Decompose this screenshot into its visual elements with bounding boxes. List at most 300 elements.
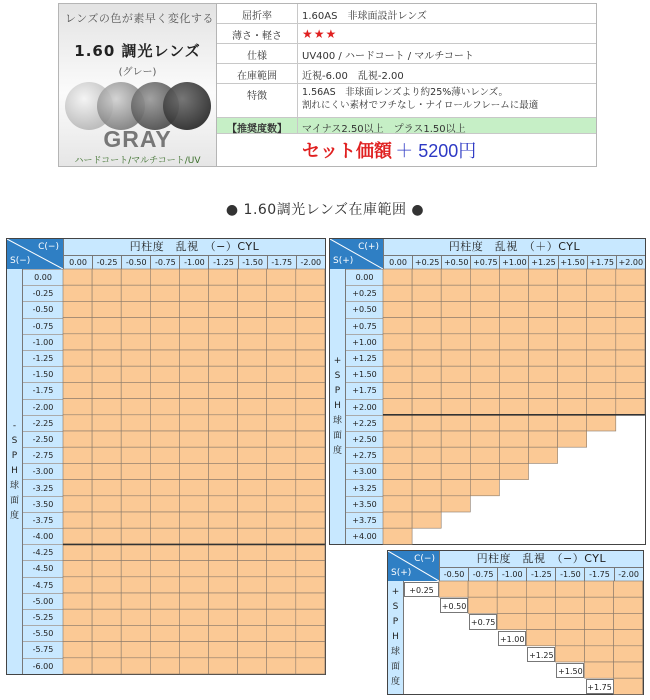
stock-cell — [616, 382, 645, 398]
stock-cell — [92, 496, 121, 512]
stock-cell — [468, 581, 497, 597]
stock-cell — [150, 480, 179, 496]
sph-diagonal-label: +1.00 — [498, 631, 526, 646]
stock-cell — [470, 366, 499, 382]
price-row — [217, 134, 596, 167]
stock-cell — [267, 269, 296, 285]
stock-cell — [383, 301, 412, 317]
stock-cell — [296, 512, 325, 528]
cyl-column-header: -1.00 — [497, 568, 526, 582]
stock-cell — [296, 301, 325, 317]
stock-cell — [470, 399, 499, 415]
stock-cell — [121, 512, 150, 528]
stock-cell — [92, 561, 121, 577]
stock-cell — [499, 334, 528, 350]
stock-cell — [267, 285, 296, 301]
stock-cell — [529, 285, 558, 301]
stock-cell — [441, 480, 470, 496]
stock-cell — [63, 431, 92, 447]
stock-cell — [121, 366, 150, 382]
stock-cell — [209, 528, 238, 544]
cyl-column-header: -0.75 — [150, 256, 179, 270]
sph-row-label: +1.00 — [346, 334, 383, 350]
stock-cell — [92, 431, 121, 447]
stock-cell — [470, 301, 499, 317]
stock-cell — [209, 625, 238, 641]
stock-cells — [330, 239, 647, 546]
stock-cell — [209, 382, 238, 398]
stock-cell — [585, 613, 614, 629]
cyl-column-header: -0.50 — [121, 256, 150, 270]
sph-row-label: -3.75 — [23, 512, 63, 528]
stock-cell — [150, 544, 179, 560]
stock-cell — [63, 480, 92, 496]
lens-tagline: レンズの色が素早く変化する — [65, 12, 214, 25]
stock-cell — [412, 350, 441, 366]
stock-cell — [267, 609, 296, 625]
sph-axis-char: + — [391, 587, 400, 598]
stock-cell — [92, 609, 121, 625]
stock-cell — [267, 593, 296, 609]
cyl-column-header: -0.75 — [468, 568, 497, 582]
stock-cell — [179, 593, 208, 609]
stock-cell — [179, 366, 208, 382]
stock-cell — [209, 301, 238, 317]
stock-cell — [296, 269, 325, 285]
stock-cell — [441, 399, 470, 415]
sph-row-label: -2.00 — [23, 399, 63, 415]
stock-cell — [238, 382, 267, 398]
sph-row-label: -3.50 — [23, 496, 63, 512]
stock-cell — [150, 512, 179, 528]
sph-row-label: -5.00 — [23, 593, 63, 609]
stock-cell — [614, 646, 643, 662]
stock-cell — [441, 382, 470, 398]
stock-cell — [383, 285, 412, 301]
stock-cell — [497, 613, 526, 629]
stock-cell — [63, 382, 92, 398]
stock-cell — [150, 431, 179, 447]
stock-cell — [558, 285, 587, 301]
sph-row-label: +3.50 — [346, 496, 383, 512]
stock-cell — [587, 334, 616, 350]
sph-row-label: -4.50 — [23, 560, 63, 576]
stock-cell — [92, 512, 121, 528]
sph-axis-char: 度 — [9, 511, 19, 521]
sph-axis-char: 球 — [332, 416, 342, 427]
stock-cell — [63, 625, 92, 641]
stock-cell — [296, 577, 325, 593]
stock-cell — [238, 593, 267, 609]
stock-cell — [558, 269, 587, 285]
stock-cell — [383, 431, 412, 447]
stock-cell — [412, 463, 441, 479]
sph-row-label: -0.25 — [23, 285, 63, 301]
stock-cell — [238, 496, 267, 512]
stock-cell — [439, 581, 468, 597]
stock-cell — [441, 415, 470, 431]
stock-cell — [121, 382, 150, 398]
stock-cell — [179, 658, 208, 674]
sph-row-label: -1.75 — [23, 382, 63, 398]
stock-cell — [412, 301, 441, 317]
stock-cell — [179, 415, 208, 431]
stock-cell — [614, 613, 643, 629]
stock-cell — [121, 334, 150, 350]
sph-axis-char: 面 — [390, 662, 400, 673]
stock-cell — [179, 642, 208, 658]
spec-label: 薄さ・軽さ — [217, 24, 298, 43]
stock-cell — [499, 382, 528, 398]
stock-cell — [296, 463, 325, 479]
stock-cell — [92, 544, 121, 560]
stock-cell — [121, 480, 150, 496]
cyl-column-header: -0.25 — [92, 256, 121, 270]
stock-cells — [388, 551, 645, 696]
stock-cell — [92, 415, 121, 431]
sph-row-label: -1.25 — [23, 350, 63, 366]
stock-cell — [92, 577, 121, 593]
sph-row-label: +2.25 — [346, 415, 383, 431]
stock-cell — [63, 561, 92, 577]
spec-value: 近視-6.00 乱視-2.00 — [302, 71, 404, 82]
stock-cell — [412, 285, 441, 301]
stock-cell — [614, 630, 643, 646]
stock-cell — [63, 285, 92, 301]
cyl-column-header: -1.25 — [208, 256, 237, 270]
stock-cell — [529, 334, 558, 350]
stock-cell — [296, 642, 325, 658]
sph-axis-char: - — [12, 421, 17, 431]
stock-cell — [238, 366, 267, 382]
stock-cell — [267, 447, 296, 463]
stock-cell — [238, 561, 267, 577]
sph-row-label: -5.25 — [23, 609, 63, 625]
stock-cell — [558, 366, 587, 382]
stock-cell — [63, 269, 92, 285]
stock-cell — [92, 463, 121, 479]
stock-cell — [267, 642, 296, 658]
stock-cell — [529, 366, 558, 382]
stock-cell — [150, 301, 179, 317]
stock-cell — [470, 334, 499, 350]
corner-sph-label: S(+) — [391, 568, 412, 578]
stock-cell — [209, 399, 238, 415]
stock-cell — [470, 447, 499, 463]
stock-cell — [616, 318, 645, 334]
stock-cell — [92, 480, 121, 496]
sph-row-label: 0.00 — [346, 269, 383, 285]
stock-cell — [529, 301, 558, 317]
sph-row-label: +3.75 — [346, 512, 383, 528]
spec-value: UV400 / ハードコート / マルチコート — [302, 51, 474, 62]
spec-value: 1.60AS 非球面設計レンズ — [302, 11, 427, 22]
sph-axis-char: 面 — [9, 496, 19, 506]
sph-row-label: -5.75 — [23, 641, 63, 657]
sph-row-label: -2.75 — [23, 447, 63, 463]
stock-cell — [296, 431, 325, 447]
stock-cell — [92, 625, 121, 641]
stock-cell — [267, 658, 296, 674]
stock-cell — [63, 463, 92, 479]
stock-cell — [587, 350, 616, 366]
lens-subtitle: (グレー) — [118, 67, 157, 78]
stock-cell — [499, 366, 528, 382]
stock-cell — [150, 399, 179, 415]
stock-cell — [63, 512, 92, 528]
stock-cell — [470, 269, 499, 285]
stock-cell — [63, 528, 92, 544]
sph-row-label: +0.25 — [346, 285, 383, 301]
spec-table — [217, 4, 596, 167]
stock-cell — [121, 431, 150, 447]
stock-cells — [7, 239, 327, 676]
sph-row-label: -4.75 — [23, 577, 63, 593]
stock-cell — [179, 301, 208, 317]
stock-cell — [238, 301, 267, 317]
stock-cell — [209, 431, 238, 447]
sph-row-label: +2.00 — [346, 399, 383, 415]
stock-cell — [63, 658, 92, 674]
sph-row-label: -0.75 — [23, 318, 63, 334]
stock-cell — [585, 646, 614, 662]
stock-cell — [383, 528, 412, 544]
stock-cell — [296, 658, 325, 674]
stock-cell — [383, 512, 412, 528]
stock-cell — [267, 431, 296, 447]
sph-diagonal-label: +1.75 — [586, 679, 614, 694]
stock-cell — [209, 480, 238, 496]
stock-cell — [441, 269, 470, 285]
stock-cell — [63, 496, 92, 512]
stock-cell — [383, 318, 412, 334]
sph-axis-char: + — [333, 356, 342, 367]
stock-cell — [209, 463, 238, 479]
stock-cell — [209, 415, 238, 431]
stock-cell — [92, 447, 121, 463]
stock-cell — [121, 496, 150, 512]
stock-cell — [209, 285, 238, 301]
stock-cell — [558, 415, 587, 431]
sph-axis-char: 球 — [9, 481, 19, 491]
stock-cell — [63, 447, 92, 463]
stock-cell — [238, 399, 267, 415]
cyl-axis-title: 円柱度 乱視 （−）CYL — [63, 239, 325, 255]
cyl-column-header: -0.50 — [439, 568, 468, 582]
stock-cell — [209, 350, 238, 366]
stock-cell — [441, 334, 470, 350]
cyl-column-header: -1.00 — [179, 256, 208, 270]
cyl-column-header: -1.75 — [267, 256, 296, 270]
stock-cell — [499, 285, 528, 301]
cyl-column-header: -2.00 — [296, 256, 325, 270]
stock-cell — [470, 431, 499, 447]
stock-cell — [616, 269, 645, 285]
stock-cell — [150, 334, 179, 350]
stock-cell — [526, 630, 555, 646]
stock-cell — [179, 382, 208, 398]
stock-cell — [238, 415, 267, 431]
stock-cell — [63, 593, 92, 609]
sph-row-label: -6.00 — [23, 658, 63, 674]
stock-cell — [150, 609, 179, 625]
spec-value — [298, 84, 596, 117]
stock-cell — [238, 350, 267, 366]
stock-cell — [441, 496, 470, 512]
sph-row-label: +1.75 — [346, 382, 383, 398]
stock-cell — [150, 528, 179, 544]
stock-cell — [179, 528, 208, 544]
stock-cell — [121, 642, 150, 658]
cyl-column-header: -1.50 — [238, 256, 267, 270]
stock-cell — [499, 447, 528, 463]
stock-cell — [121, 318, 150, 334]
stock-cell — [526, 581, 555, 597]
stock-cell — [63, 642, 92, 658]
stock-cell — [616, 334, 645, 350]
stock-cell — [499, 431, 528, 447]
stock-cell — [558, 399, 587, 415]
corner-cyl-label: C(−) — [38, 242, 59, 252]
stock-cell — [296, 285, 325, 301]
stock-cell — [63, 334, 92, 350]
stock-cell — [238, 463, 267, 479]
stock-cell — [92, 399, 121, 415]
stock-cell — [179, 512, 208, 528]
stock-cell — [555, 581, 584, 597]
sph-row-label: +1.25 — [346, 350, 383, 366]
sph-axis-char: P — [334, 386, 341, 397]
stock-cell — [179, 285, 208, 301]
stock-cell — [267, 350, 296, 366]
spec-label: 仕様 — [217, 44, 298, 63]
cyl-column-header: 0.00 — [63, 256, 92, 270]
stock-cell — [441, 463, 470, 479]
cyl-column-header: +2.00 — [616, 256, 645, 270]
cyl-column-header: +1.50 — [558, 256, 587, 270]
stock-cell — [267, 415, 296, 431]
stock-cell — [296, 447, 325, 463]
stock-cell — [209, 642, 238, 658]
stock-cell — [616, 399, 645, 415]
stock-cell — [63, 415, 92, 431]
stock-cell — [179, 269, 208, 285]
stock-cell — [92, 366, 121, 382]
product-panel — [58, 3, 597, 167]
lens-coating: ハードコート/マルチコート/UV — [74, 156, 201, 166]
stock-cell — [412, 366, 441, 382]
sph-row-label: +0.75 — [346, 318, 383, 334]
stock-cell — [121, 544, 150, 560]
table-minus-grid — [6, 238, 326, 675]
section-title: ● 1.60調光レンズ在庫範囲 ● — [225, 202, 425, 218]
stock-cell — [383, 334, 412, 350]
sph-axis-char: H — [334, 401, 341, 412]
stock-cell — [296, 399, 325, 415]
stock-cell — [585, 581, 614, 597]
sph-row-label: +1.50 — [346, 366, 383, 382]
stock-cell — [499, 318, 528, 334]
stock-cell — [529, 431, 558, 447]
price-label: セット価額 — [302, 141, 392, 162]
stock-cell — [92, 528, 121, 544]
stock-cell — [179, 350, 208, 366]
stock-cell — [296, 318, 325, 334]
stock-cell — [587, 285, 616, 301]
stock-cell — [296, 334, 325, 350]
stock-cell — [121, 285, 150, 301]
stock-cell — [179, 431, 208, 447]
stock-cell — [121, 447, 150, 463]
stock-cell — [267, 366, 296, 382]
sph-axis-char: S — [392, 602, 399, 613]
lens-title: 1.60 調光レンズ — [74, 42, 201, 60]
stock-cell — [209, 512, 238, 528]
stock-cell — [267, 334, 296, 350]
sph-row-label: -4.25 — [23, 544, 63, 560]
stock-cell — [587, 301, 616, 317]
stock-cell — [441, 366, 470, 382]
sph-row-label: +2.50 — [346, 431, 383, 447]
stock-cell — [179, 447, 208, 463]
stock-cell — [267, 528, 296, 544]
sph-row-label: -2.50 — [23, 431, 63, 447]
table-mixed-grid — [387, 550, 644, 695]
lens-color-name: GRAY — [103, 126, 172, 152]
stock-cell — [267, 318, 296, 334]
corner-cyl-label: C(−) — [414, 554, 435, 564]
stock-cell — [383, 463, 412, 479]
stock-cell — [383, 366, 412, 382]
stock-cell — [267, 544, 296, 560]
stock-cell — [267, 301, 296, 317]
stock-cell — [121, 625, 150, 641]
cyl-column-header: +1.00 — [499, 256, 528, 270]
stock-cell — [63, 544, 92, 560]
stock-cell — [441, 431, 470, 447]
stock-cell — [150, 593, 179, 609]
cyl-column-header: -2.00 — [614, 568, 643, 582]
stock-cell — [179, 496, 208, 512]
stock-cell — [150, 318, 179, 334]
stock-cell — [179, 334, 208, 350]
stock-cell — [150, 577, 179, 593]
stock-cell — [555, 597, 584, 613]
stock-cell — [412, 431, 441, 447]
stock-cell — [529, 318, 558, 334]
stock-cell — [267, 480, 296, 496]
stock-cell — [441, 447, 470, 463]
stock-cell — [555, 613, 584, 629]
stock-cell — [63, 301, 92, 317]
stock-cell — [92, 318, 121, 334]
stock-cell — [499, 399, 528, 415]
corner-cyl-label: C(+) — [358, 242, 379, 252]
stock-cell — [150, 382, 179, 398]
stock-cell — [558, 318, 587, 334]
stock-cell — [616, 366, 645, 382]
stock-cell — [121, 609, 150, 625]
stock-cell — [383, 382, 412, 398]
corner-sph-label: S(+) — [333, 256, 354, 266]
sph-row-label: -4.00 — [23, 528, 63, 544]
price-cell — [217, 134, 476, 167]
stock-cell — [412, 269, 441, 285]
sph-row-label: +0.50 — [346, 301, 383, 317]
stock-cell — [296, 561, 325, 577]
stock-cell — [529, 415, 558, 431]
stock-cell — [267, 496, 296, 512]
